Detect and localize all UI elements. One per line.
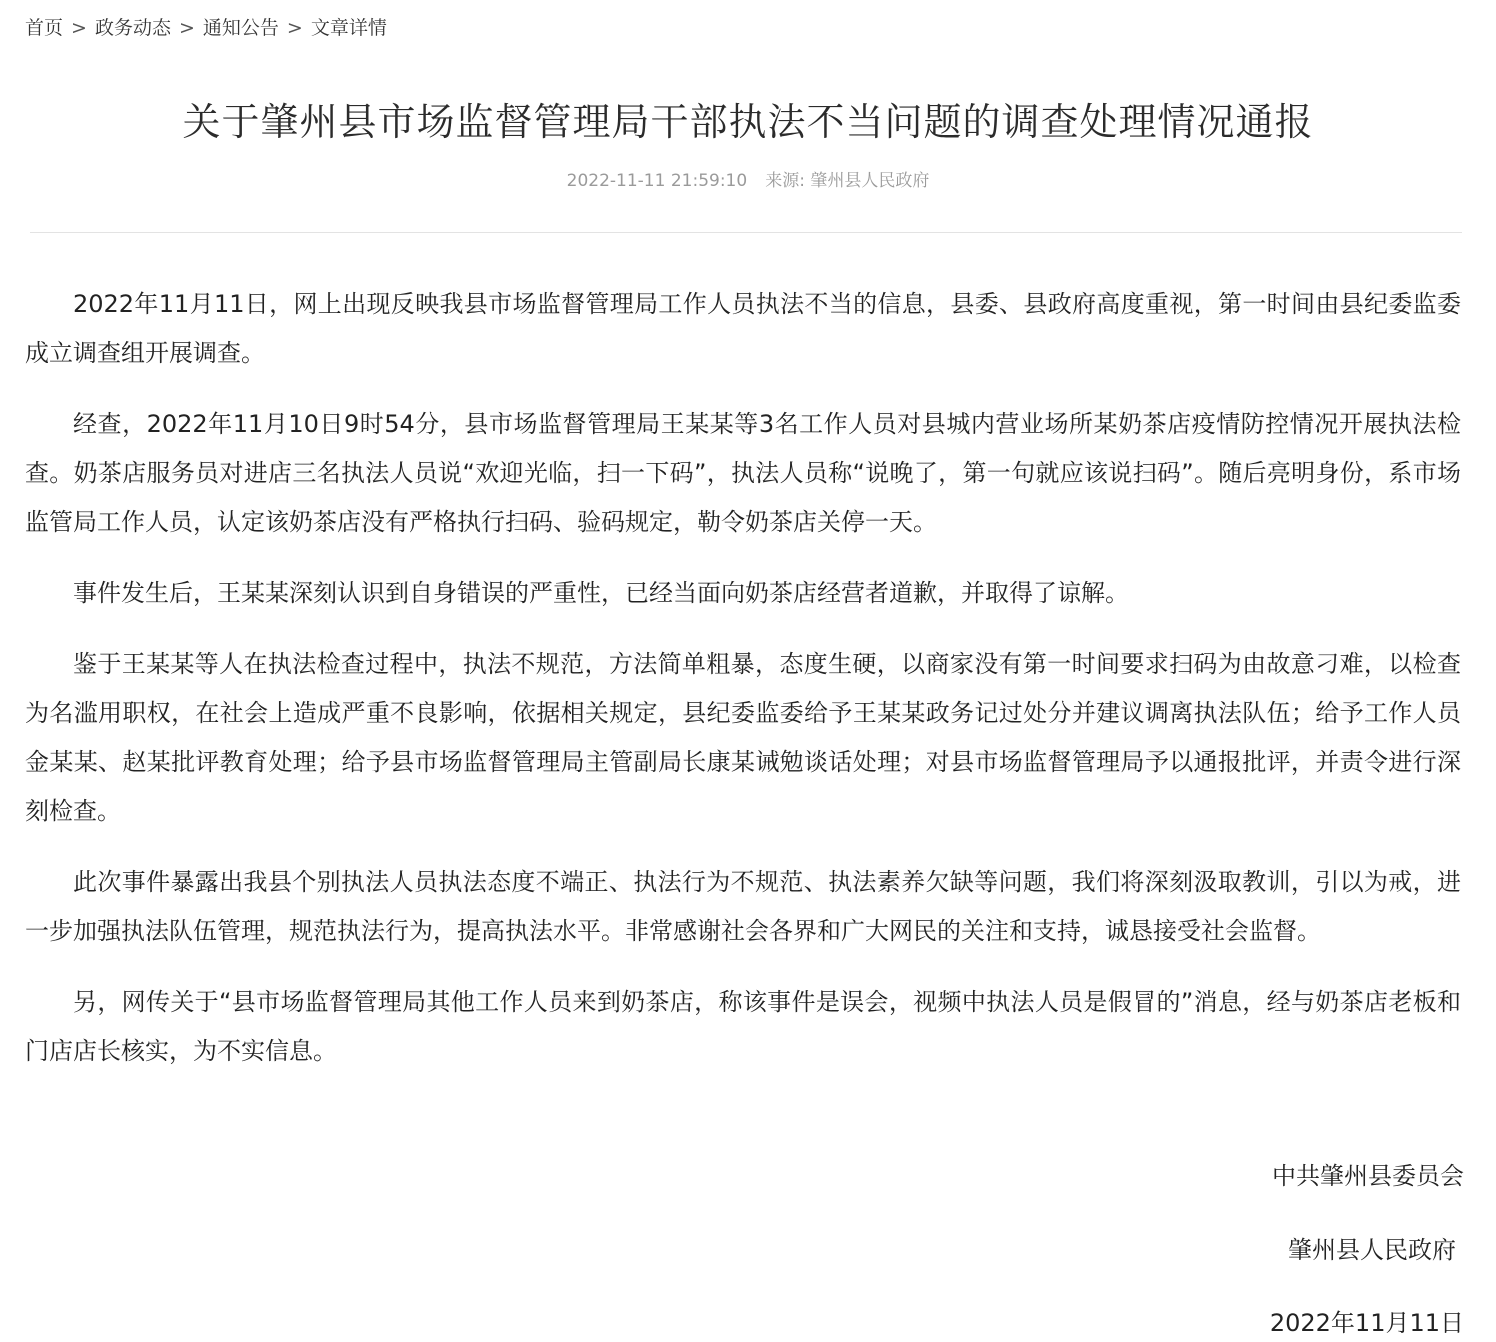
paragraph: 经查，2022年11月10日9时54分，县市场监督管理局王某某等3名工作人员对县城内营业场所某奶茶店疫情防控情况开展执法检查。奶茶店服务员对进店三名执法人员说“欢迎光临，扫一下码”，执法人员称“说晚了，第一句就应该说扫码”。随后亮明身份，系市场监管局工作人员，认定该奶茶店没有严格执行扫码、验码规定，勒令奶茶店关停一天。 xyxy=(25,410,1461,536)
signature-government: 肇州县人民政府 xyxy=(1288,1236,1456,1264)
paragraph: 另，网传关于“县市场监督管理局其他工作人员来到奶茶店，称该事件是误会，视频中执法人员是假冒的”消息，经与奶茶店老板和门店店长核实，为不实信息。 xyxy=(25,988,1461,1065)
breadcrumb-home-link[interactable]: 首页 xyxy=(25,17,64,39)
breadcrumb-separator: > xyxy=(71,17,87,39)
breadcrumb xyxy=(25,14,387,42)
article-title: 关于肇州县市场监督管理局干部执法不当问题的调查处理情况通报 xyxy=(182,100,1314,144)
article-body xyxy=(25,280,1461,1098)
breadcrumb-separator: > xyxy=(178,17,195,39)
paragraph: 此次事件暴露出我县个别执法人员执法态度不端正、执法行为不规范、执法素养欠缺等问题，我们将深刻汲取教训，引以为戒，进一步加强执法队伍管理，规范执法行为，提高执法水平。非常感谢社会各界和广大网民的关注和支持，诚恳接受社会监督。 xyxy=(25,868,1461,945)
paragraph: 2022年11月11日，网上出现反映我县市场监督管理局工作人员执法不当的信息，县委、县政府高度重视，第一时间由县纪委监委成立调查组开展调查。 xyxy=(25,290,1461,367)
breadcrumb-notices-link[interactable]: 通知公告 xyxy=(202,17,279,39)
paragraph: 事件发生后，王某某深刻认识到自身错误的严重性，已经当面向奶茶店经营者道歉，并取得了谅解。 xyxy=(73,579,1129,607)
breadcrumb-separator: > xyxy=(286,17,303,39)
paragraph: 鉴于王某某等人在执法检查过程中，执法不规范，方法简单粗暴，态度生硬，以商家没有第一时间要求扫码为由故意刁难，以检查为名滥用职权，在社会上造成严重不良影响，依据相关规定，县纪委监委给予王某某政务记过处分并建议调离执法队伍；给予工作人员金某某、赵某批评教育处理；给予县市场监督管理局主管副局长康某诫勉谈话处理；对县市场监督管理局予以通报批评，并责令进行深刻检查。 xyxy=(25,650,1461,825)
breadcrumb-current: 文章详情 xyxy=(310,17,387,39)
article-meta xyxy=(0,168,1496,194)
title-divider xyxy=(30,232,1462,233)
article-datetime: 2022-11-11 21:59:10 xyxy=(566,171,748,191)
signature-party-committee: 中共肇州县委员会 xyxy=(1272,1162,1464,1190)
signature-date: 2022年11月11日 xyxy=(1269,1309,1464,1337)
article-source: 来源: 肇州县人民政府 xyxy=(765,171,930,191)
breadcrumb-news-link[interactable]: 政务动态 xyxy=(94,17,171,39)
